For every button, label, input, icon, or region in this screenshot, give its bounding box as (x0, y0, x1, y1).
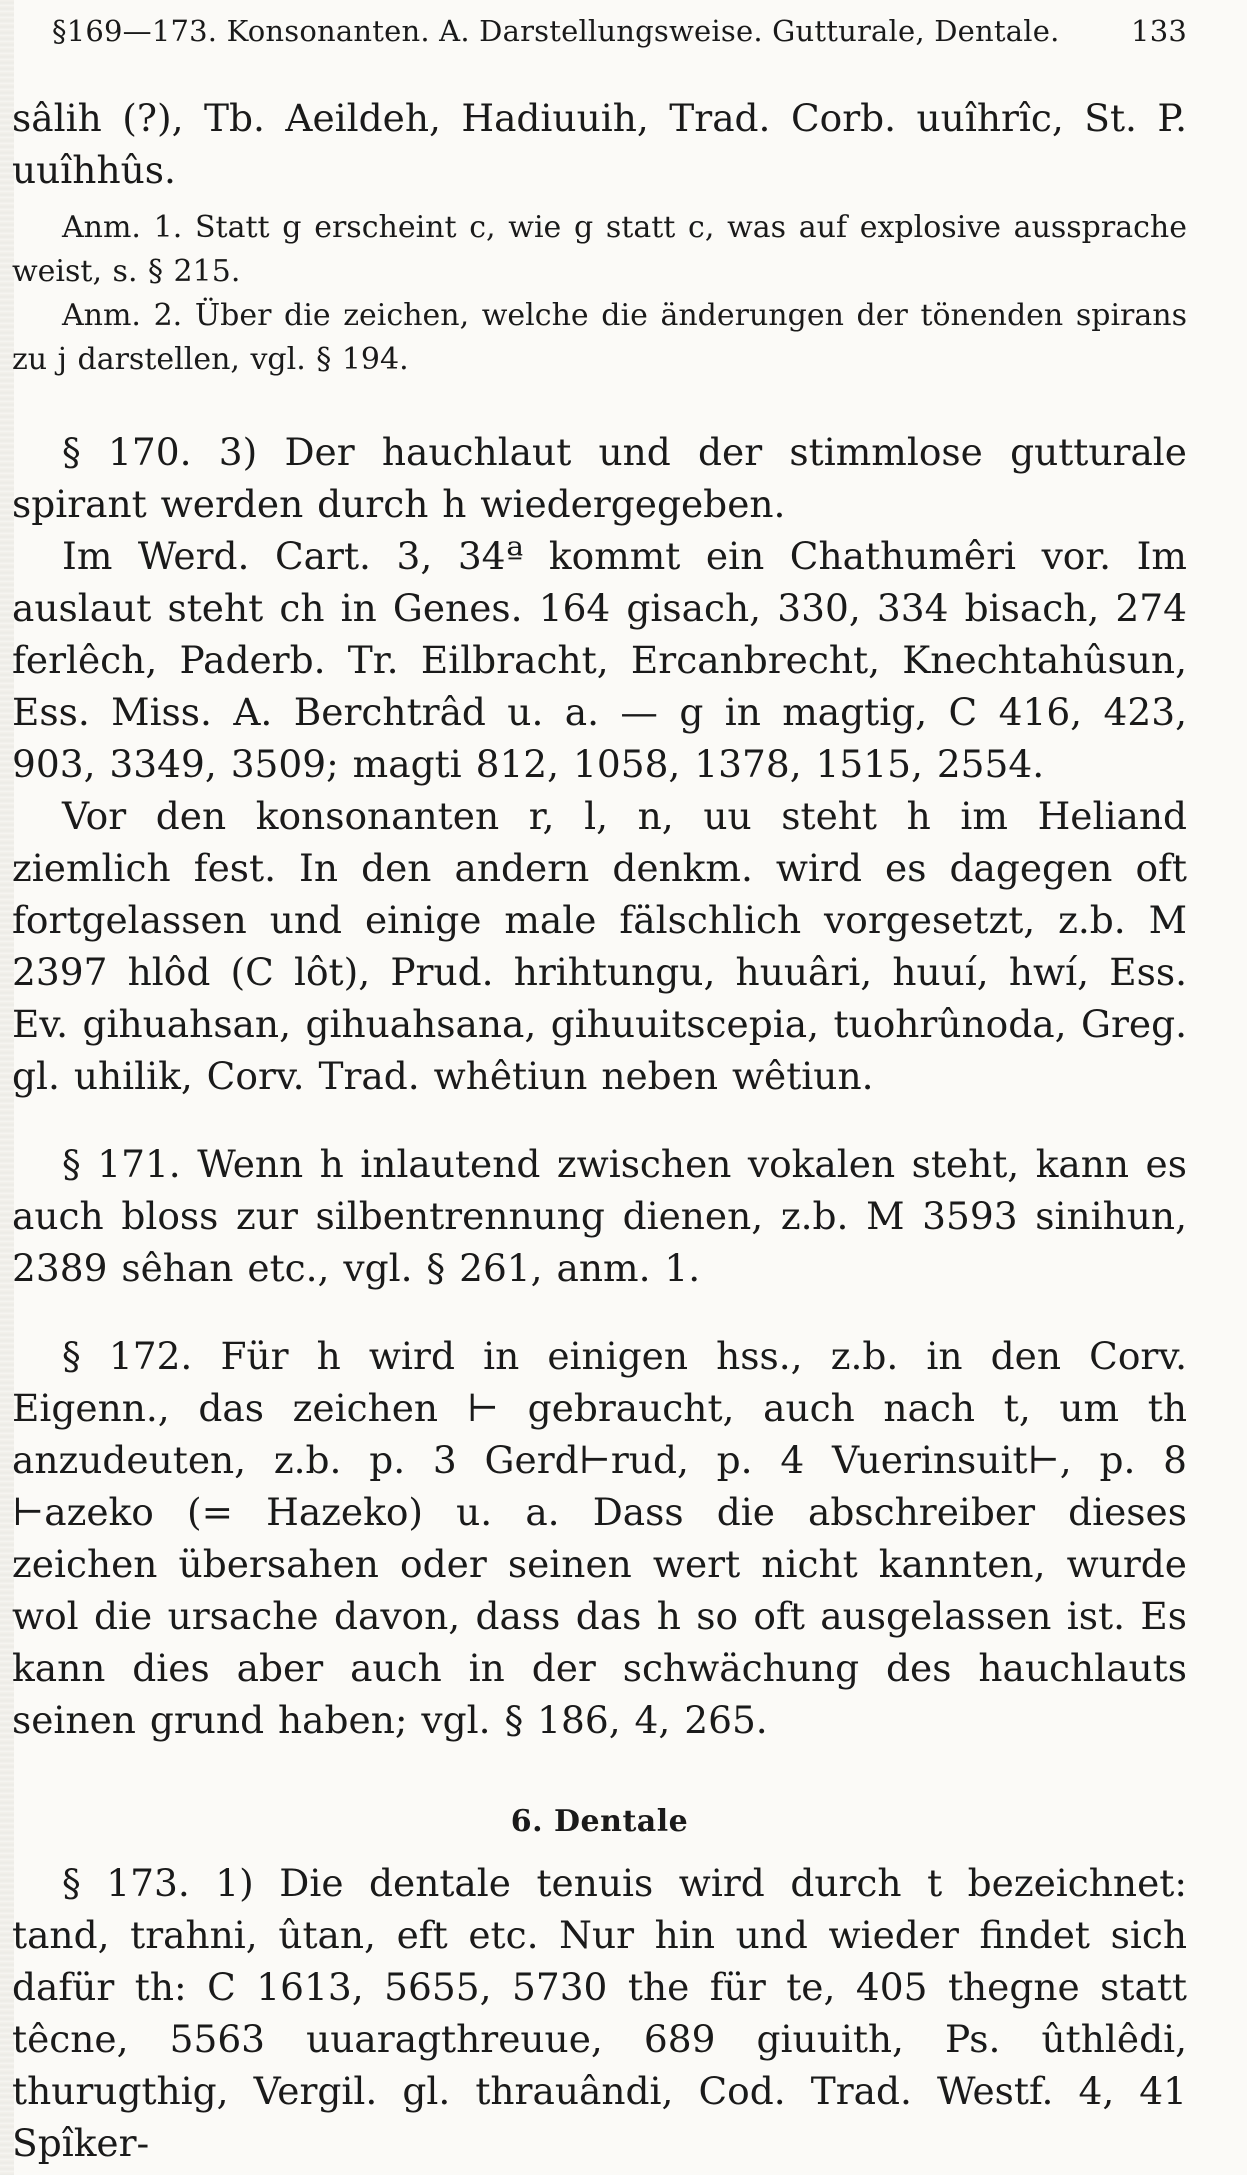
running-header-title: §169—173. Konsonanten. A. Darstellungsweise. Gutturale, Dentale. (52, 14, 1060, 48)
running-header (12, 14, 1187, 48)
paragraph-konsonanten: Vor den konsonanten r, l, n, uu steht h im Heliand ziemlich fest. In den andern denkm. wird es dagegen oft fortgelassen und einige male fälschlich vorgesetzt, z.b. M 2397 hlôd (C lôt), Prud. hrihtungu, huuâri, huuí, hwí, Ess. Ev. gihuahsan, gihuahsana, gihuuitscepia, tuohrûnoda, Greg. gl. uhilik, Corv. Trad. whêtiun neben wêtiun. (12, 794, 1187, 1098)
page-number: 133 (1131, 14, 1187, 48)
section-heading: 6. Dentale (510, 1804, 689, 1839)
note-anm-1: Anm. 1. Statt g erscheint c, wie g statt c, was auf explosive aussprache weist, s. § 215. (12, 210, 1187, 289)
paragraph-continuation: sâlih (?), Tb. Aeildeh, Hadiuuih, Trad. Corb. uuîhrîc, St. P. uuîhhûs. (12, 96, 1187, 192)
paragraph-werd-cart: Im Werd. Cart. 3, 34ª kommt ein Chathumêri vor. Im auslaut steht ch in Genes. 164 gisach, 330, 334 bisach, 274 ferlêch, Paderb. Tr. Eilbracht, Ercanbrecht, Knechtahûsun, Ess. Miss. A. Berchtrâd u. a. — g in magtig, C 416, 423, 903, 3349, 3509; magti 812, 1058, 1378, 1515, 2554. (12, 534, 1187, 786)
section-170: § 170. 3) Der hauchlaut und der stimmlose gutturale spirant werden durch h wiedergegeben. (12, 430, 1187, 526)
note-anm-2: Anm. 2. Über die zeichen, welche die änderungen der tönenden spirans zu j darstellen, vgl. § 194. (12, 298, 1187, 377)
section-173: § 173. 1) Die dentale tenuis wird durch t bezeichnet: tand, trahni, ûtan, eft etc. Nur hin und wieder findet sich dafür th: C 1613, 5655, 5730 the für te, 405 thegne statt têcne, 5563 uuaragthreuue, 689 giuuith, Ps. ûthlêdi, thurugthig, Vergil. gl. thrauândi, Cod. Trad. Westf. 4, 41 Spîker- (12, 1861, 1187, 2165)
section-171: § 171. Wenn h inlautend zwischen vokalen steht, kann es auch bloss zur silbentrennung dienen, z.b. M 3593 sinihun, 2389 sêhan etc., vgl. § 261, anm. 1. (12, 1142, 1187, 1290)
page-body (12, 92, 1187, 2169)
section-172: § 172. Für h wird in einigen hss., z.b. in den Corv. Eigenn., das zeichen ⊢ gebraucht, auch nach t, um th anzudeuten, z.b. p. 3 Gerd⊢rud, p. 4 Vuerinsuit⊢, p. 8 ⊢azeko (= Hazeko) u. a. Dass die abschreiber dieses zeichen übersahen oder seinen wert nicht kannten, wurde wol die ursache davon, dass das h so oft ausgelassen ist. Es kann dies aber auch in der schwächung des hauchlauts seinen grund haben; vgl. § 186, 4, 265. (12, 1334, 1187, 1742)
